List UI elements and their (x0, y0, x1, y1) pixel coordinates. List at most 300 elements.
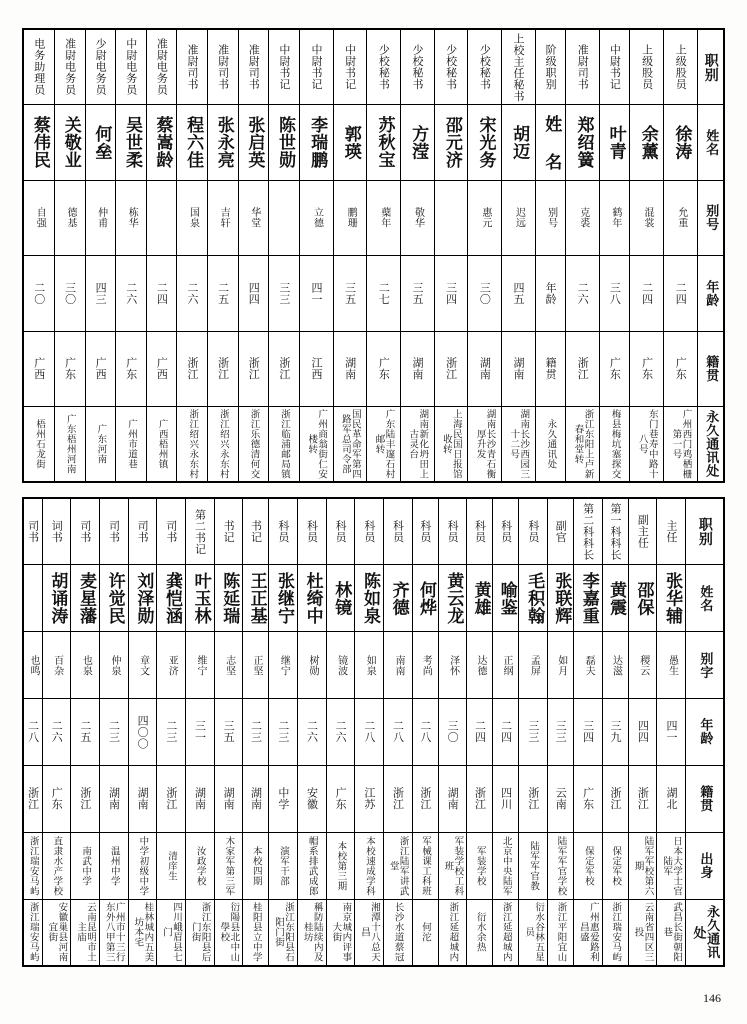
cell-title: 第二科科长 (574, 498, 603, 565)
cell-age: 三〇 (438, 699, 467, 766)
cell-prov: 湖南 (99, 765, 128, 832)
cell-alias: 正坚 (243, 632, 269, 699)
cell-prov: 广东 (574, 765, 603, 832)
cell-origin: 日本大学士官陆军 (657, 832, 686, 899)
table-row (566, 29, 600, 482)
cell-age: 三八 (599, 256, 630, 332)
cell-title: 科员 (297, 498, 326, 565)
column-header: 籍贯 (697, 331, 724, 407)
table-row (54, 29, 85, 482)
cell-name: 郭瑛 (333, 105, 367, 181)
table-row (208, 29, 239, 482)
cell-alias: 迟远 (501, 180, 535, 256)
cell-age: 二八 (383, 699, 412, 766)
cell-addr: 衍水谷林五星员 (519, 899, 548, 966)
cell-title: 少校秘书 (434, 29, 468, 105)
cell-addr: 何沱 (412, 899, 438, 966)
cell-age: 二四 (664, 256, 698, 332)
cell-age: 三三 (269, 256, 300, 332)
cell-age: 三四 (434, 256, 468, 332)
table-row (493, 498, 519, 966)
table-row (501, 29, 535, 482)
cell-name: 邵保 (628, 565, 657, 632)
table-row (468, 29, 502, 482)
cell-age: 二六 (297, 699, 326, 766)
cell-age: 三五 (400, 256, 434, 332)
cell-alias: 立德 (299, 180, 333, 256)
cell-addr: 湖南长沙青石衡厚升发 (468, 407, 502, 483)
cell-prov: 湖南 (243, 765, 269, 832)
cell-prov: 湖南 (400, 331, 434, 407)
cell-title: 司书 (71, 498, 100, 565)
cell-addr: 浙江瑞安马屿 (602, 899, 628, 966)
cell-origin: 直隶水产学校 (42, 832, 71, 899)
cell-title: 科员 (383, 498, 412, 565)
cell-name: 张继宁 (269, 565, 298, 632)
cell-age: 二五 (71, 699, 100, 766)
cell-addr: 广东梧州河南 (54, 407, 85, 483)
cell-name: 张华辅 (657, 565, 686, 632)
cell-age: 三〇 (468, 256, 502, 332)
cell-title: 准尉司书 (238, 29, 269, 105)
cell-addr: 浙江东阳县后门街 (185, 899, 214, 966)
cell-title: 第一科科长 (602, 498, 628, 565)
cell-title: 司书 (128, 498, 157, 565)
cell-prov: 广东 (54, 331, 85, 407)
table-row (333, 29, 367, 482)
cell-origin: 浙江陆军讲武堂 (383, 832, 412, 899)
cell-addr: 安徽巢县河南宜街 (42, 899, 71, 966)
cell-prov: 湖南 (214, 765, 243, 832)
cell-title: 科员 (438, 498, 467, 565)
cell-title: 书记 (243, 498, 269, 565)
cell-addr: 云南省四区三投 (628, 899, 657, 966)
cell-alias: 维宁 (185, 632, 214, 699)
table-row (630, 29, 664, 482)
cell-alias: 达德 (467, 632, 493, 699)
table-row (269, 498, 298, 966)
column-header: 别号 (697, 180, 724, 256)
cell-origin: 南武中学 (71, 832, 100, 899)
cell-age: 二六 (42, 699, 71, 766)
cell-name: 齐德 (383, 565, 412, 632)
cell-alias: 志坚 (214, 632, 243, 699)
cell-origin: 本校速成学科 (355, 832, 384, 899)
column-header: 籍贯 (686, 765, 724, 832)
cell-addr: 浙江延超城内 (493, 899, 519, 966)
table-row (99, 498, 128, 966)
cell-prov: 浙江 (566, 331, 600, 407)
column-header: 出身 (686, 832, 724, 899)
cell-prov: 四川 (493, 765, 519, 832)
cell-prov: 广东 (116, 331, 147, 407)
cell-age: 三〇 (54, 256, 85, 332)
cell-alias: 栋华 (116, 180, 147, 256)
cell-alias: 克裘 (566, 180, 600, 256)
cell-prov: 浙江 (467, 765, 493, 832)
table-row (128, 498, 157, 966)
cell-alias: 亚济 (157, 632, 186, 699)
cell-title: 准尉电务员 (146, 29, 177, 105)
cell-alias: 愚生 (657, 632, 686, 699)
cell-title: 科员 (519, 498, 548, 565)
cell-prov: 广东 (367, 331, 401, 407)
cell-origin: 军械课工科班 (412, 832, 438, 899)
cell-addr: 武昌长街朝阳巷 (657, 899, 686, 966)
table-row (326, 498, 355, 966)
cell-addr: 东门巷寿中路十八号 (630, 407, 664, 483)
cell-prov: 湖南 (501, 331, 535, 407)
cell-origin: 本校四期 (243, 832, 269, 899)
cell-name: 蔡嵩龄 (146, 105, 177, 181)
cell-title: 科员 (412, 498, 438, 565)
cell-name: 陈世勋 (269, 105, 300, 181)
cell-addr: 浙江绍兴永东村 (208, 407, 239, 483)
table-row (547, 498, 573, 966)
cell-origin: 军装学校工科班 (438, 832, 467, 899)
cell-age: 四〇〇 (128, 699, 157, 766)
cell-alias: 鹤年 (599, 180, 630, 256)
table-row (42, 498, 71, 966)
cell-title: 少校秘书 (367, 29, 401, 105)
cell-title: 科员 (269, 498, 298, 565)
cell-prov: 浙江 (412, 765, 438, 832)
cell-title: 司书 (99, 498, 128, 565)
table-row (519, 498, 548, 966)
cell-origin: 保定军校 (574, 832, 603, 899)
cell-alias: 德基 (54, 180, 85, 256)
table-row (243, 498, 269, 966)
cell-origin: 北京中央陆军 (493, 832, 519, 899)
column-header: 职别 (686, 498, 724, 565)
cell-age: 四一 (299, 256, 333, 332)
cell-prov: 广东 (326, 765, 355, 832)
cell-age: 二八 (412, 699, 438, 766)
cell-title: 少尉电务员 (85, 29, 116, 105)
cell-addr: 湖南新化坍田上古灵台 (400, 407, 434, 483)
column-header: 别字 (686, 632, 724, 699)
table-row (628, 498, 657, 966)
cell-title: 少校秘书 (400, 29, 434, 105)
cell-alias: 南南 (383, 632, 412, 699)
cell-alias: 华堂 (238, 180, 269, 256)
cell-title: 书记 (214, 498, 243, 565)
cell-origin: 本校第三期 (326, 832, 355, 899)
cell-origin: 木家军第三军 (214, 832, 243, 899)
cell-name: 李嘉重 (574, 565, 603, 632)
cell-age: 二三 (99, 699, 128, 766)
cell-addr: 浙江临浦邮局镇 (269, 407, 300, 483)
cell-name: 叶青 (599, 105, 630, 181)
cell-name: 程六佳 (177, 105, 208, 181)
cell-title: 中尉电务员 (116, 29, 147, 105)
cell-age: 二〇 (23, 256, 54, 332)
cell-age: 二四 (630, 256, 664, 332)
cell-addr: 浙江瑞安马屿 (23, 899, 42, 966)
cell-name: 吴世柔 (116, 105, 147, 181)
roster-table-secretariat (22, 28, 725, 483)
cell-name: 张联辉 (547, 565, 573, 632)
cell-title: 词书 (42, 498, 71, 565)
cell-addr: 广州西门鸡栖栅第一号 (664, 407, 698, 483)
cell-prov: 湖南 (333, 331, 367, 407)
table-row (23, 29, 54, 482)
cell-prov: 江苏 (355, 765, 384, 832)
cell-alias: 镜波 (326, 632, 355, 699)
cell-prov: 广西 (85, 331, 116, 407)
table-row (299, 29, 333, 482)
cell-addr: 衍陽县北中山學校 (214, 899, 243, 966)
table-header-column (686, 498, 724, 966)
cell-age: 三四 (574, 699, 603, 766)
cell-name: 黄雄 (467, 565, 493, 632)
cell-alias: 别号 (535, 180, 566, 256)
table-row (602, 498, 628, 966)
table-row (185, 498, 214, 966)
cell-age: 四四 (628, 699, 657, 766)
cell-title: 准尉司书 (208, 29, 239, 105)
cell-title: 上级股员 (630, 29, 664, 105)
table-row (116, 29, 147, 482)
cell-name: 方滢 (400, 105, 434, 181)
table-row (574, 498, 603, 966)
cell-alias: 国泉 (177, 180, 208, 256)
cell-alias: 鹏珊 (333, 180, 367, 256)
cell-addr: 浙江平阳宜山 (547, 899, 573, 966)
cell-prov: 浙江 (628, 765, 657, 832)
cell-alias: 敬华 (400, 180, 434, 256)
cell-prov: 湖南 (128, 765, 157, 832)
cell-name: 何烨 (412, 565, 438, 632)
table-header-column (697, 29, 724, 482)
cell-prov: 浙江 (269, 331, 300, 407)
table-row (23, 498, 42, 966)
column-header: 年龄 (686, 699, 724, 766)
cell-addr: 梅县梅坑塞探交 (599, 407, 630, 483)
cell-age: 二四 (493, 699, 519, 766)
cell-alias: 蘗年 (367, 180, 401, 256)
cell-origin: 保定军校 (602, 832, 628, 899)
cell-prov: 广东 (42, 765, 71, 832)
cell-age: 三三 (519, 699, 548, 766)
cell-age: 二八 (355, 699, 384, 766)
cell-prov: 中学 (269, 765, 298, 832)
cell-alias: 混裳 (630, 180, 664, 256)
cell-name: 杜绮中 (297, 565, 326, 632)
cell-age: 四五 (501, 256, 535, 332)
cell-origin: 陆军军官教 (519, 832, 548, 899)
table-row (297, 498, 326, 966)
cell-origin: 汝政学校 (185, 832, 214, 899)
cell-title: 中尉书记 (333, 29, 367, 105)
cell-name: 王正基 (243, 565, 269, 632)
cell-alias: 吉轩 (208, 180, 239, 256)
cell-title: 司书 (23, 498, 42, 565)
cell-title: 中尉书记 (269, 29, 300, 105)
cell-addr: 梧州石龙街 (23, 407, 54, 483)
table-row (269, 29, 300, 482)
cell-addr: 广州惠爱路利昌盛 (574, 899, 603, 966)
cell-title: 主任 (657, 498, 686, 565)
cell-age: 三三 (547, 699, 573, 766)
cell-prov: 湖南 (438, 765, 467, 832)
cell-alias: 惠元 (468, 180, 502, 256)
column-header: 姓名 (697, 105, 724, 181)
cell-name: 邵元济 (434, 105, 468, 181)
cell-age: 二三 (243, 699, 269, 766)
cell-alias: 达滋 (602, 632, 628, 699)
table-row (355, 498, 384, 966)
column-header: 姓名 (686, 565, 724, 632)
cell-prov: 安徽 (297, 765, 326, 832)
cell-alias (146, 180, 177, 256)
cell-title: 司书 (157, 498, 186, 565)
cell-prov: 广西 (23, 331, 54, 407)
cell-title: 副主任 (628, 498, 657, 565)
cell-origin: 帽系排武成郎 (297, 832, 326, 899)
table-row (71, 498, 100, 966)
cell-name: 徐涛 (664, 105, 698, 181)
cell-prov: 浙江 (23, 765, 42, 832)
table-row (157, 498, 186, 966)
cell-age: 年龄 (535, 256, 566, 332)
cell-prov: 浙江 (383, 765, 412, 832)
cell-name: 蔡伟民 (23, 105, 54, 181)
cell-addr: 长沙水道蔡冠 (383, 899, 412, 966)
cell-prov: 浙江 (238, 331, 269, 407)
cell-age: 二三 (269, 699, 298, 766)
cell-prov: 广东 (599, 331, 630, 407)
cell-alias (269, 180, 300, 256)
cell-name: 许觉民 (99, 565, 128, 632)
cell-alias: 仲泉 (99, 632, 128, 699)
cell-addr: 桂阳县立中学 (243, 899, 269, 966)
cell-alias: 百杂 (42, 632, 71, 699)
cell-title: 第二书记 (185, 498, 214, 565)
table-row (438, 498, 467, 966)
table-row (412, 498, 438, 966)
cell-name: 麦星藩 (71, 565, 100, 632)
cell-origin: 浙江瑞安马屿 (23, 832, 42, 899)
cell-prov: 浙江 (208, 331, 239, 407)
cell-prov: 广西 (146, 331, 177, 407)
cell-addr: 南京城内评事大街 (326, 899, 355, 966)
cell-alias: 考尚 (412, 632, 438, 699)
cell-title: 科员 (326, 498, 355, 565)
cell-age: 三一 (185, 699, 214, 766)
cell-age: 二八 (23, 699, 42, 766)
cell-addr: 上海民国日报馆收转 (434, 407, 468, 483)
cell-title: 准尉司书 (566, 29, 600, 105)
cell-alias: 泽怀 (438, 632, 467, 699)
cell-title: 中尉书记 (599, 29, 630, 105)
cell-name (23, 565, 42, 632)
cell-age: 二四 (146, 256, 177, 332)
cell-prov: 湖北 (657, 765, 686, 832)
cell-origin: 陆军军校第六期 (628, 832, 657, 899)
cell-addr: 桂林城内五美坊本宅 (128, 899, 157, 966)
table-row (177, 29, 208, 482)
cell-alias (434, 180, 468, 256)
cell-title: 上级股员 (664, 29, 698, 105)
cell-title: 中尉书记 (299, 29, 333, 105)
cell-name: 龚恺涵 (157, 565, 186, 632)
cell-title: 准尉电务员 (54, 29, 85, 105)
cell-prov: 湖南 (468, 331, 502, 407)
cell-alias: 继宁 (269, 632, 298, 699)
cell-addr: 浙江东阳县石阳门街 (269, 899, 298, 966)
cell-addr: 稱防陆续内及桂坊 (297, 899, 326, 966)
table-row (238, 29, 269, 482)
cell-addr: 广东陆丰邃石村邮转 (367, 407, 401, 483)
table1-body (23, 29, 724, 482)
cell-name: 张启英 (238, 105, 269, 181)
cell-alias: 如泉 (355, 632, 384, 699)
cell-name: 陈如泉 (355, 565, 384, 632)
cell-prov: 浙江 (177, 331, 208, 407)
cell-addr: 广东河南 (85, 407, 116, 483)
cell-title: 科员 (355, 498, 384, 565)
cell-name: 黄震 (602, 565, 628, 632)
cell-addr: 湖南长沙西园三十二号 (501, 407, 535, 483)
cell-age: 二六 (177, 256, 208, 332)
cell-age: 三五 (333, 256, 367, 332)
cell-origin: 清庠生 (157, 832, 186, 899)
cell-prov: 云南 (547, 765, 573, 832)
cell-addr: 云南昆明市土主庙 (71, 899, 100, 966)
page-number: 146 (703, 991, 721, 1005)
cell-alias: 也泉 (71, 632, 100, 699)
cell-prov: 广东 (630, 331, 664, 407)
cell-addr: 广西梧州镇 (146, 407, 177, 483)
cell-title: 准尉司书 (177, 29, 208, 105)
column-header: 永久通讯处 (686, 899, 724, 966)
cell-age: 四一 (657, 699, 686, 766)
table-row (664, 29, 698, 482)
cell-alias: 正纲 (493, 632, 519, 699)
cell-alias: 章文 (128, 632, 157, 699)
cell-name: 李瑞鹏 (299, 105, 333, 181)
cell-name: 刘泽勋 (128, 565, 157, 632)
cell-age: 四四 (238, 256, 269, 332)
cell-addr: 广州市十三行东外八甲第三 (99, 899, 128, 966)
column-header: 职别 (697, 29, 724, 105)
cell-title: 副官 (547, 498, 573, 565)
cell-title: 阶级职别 (535, 29, 566, 105)
cell-age: 二三 (157, 699, 186, 766)
cell-age: 二六 (566, 256, 600, 332)
column-header: 年龄 (697, 256, 724, 332)
cell-title: 科员 (467, 498, 493, 565)
cell-name: 苏秋宝 (367, 105, 401, 181)
cell-age: 三五 (214, 699, 243, 766)
cell-age: 二七 (367, 256, 401, 332)
table-row (146, 29, 177, 482)
cell-prov: 湖南 (185, 765, 214, 832)
cell-addr: 衍水余热 (467, 899, 493, 966)
table-row (85, 29, 116, 482)
cell-name: 何垒 (85, 105, 116, 181)
cell-origin: 温州中学 (99, 832, 128, 899)
cell-name: 胡诵涛 (42, 565, 71, 632)
cell-title: 少校秘书 (468, 29, 502, 105)
table-row (657, 498, 686, 966)
cell-addr: 湘潭十八总天昌 (355, 899, 384, 966)
table2-body (23, 498, 724, 966)
cell-age: 二六 (326, 699, 355, 766)
cell-name: 关敬业 (54, 105, 85, 181)
cell-prov: 籍贯 (535, 331, 566, 407)
